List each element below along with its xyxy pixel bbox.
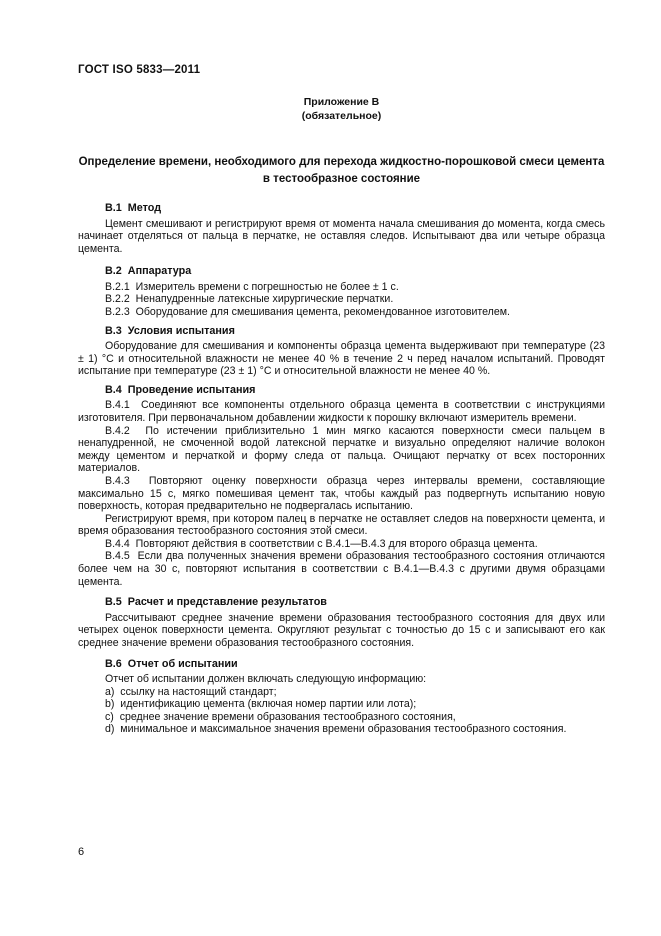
page-number: 6: [78, 846, 85, 858]
section-b5: [78, 596, 605, 649]
report-list-item: a) ссылку на настоящий стандарт;: [105, 685, 277, 698]
section-b3-paragraph: Оборудование для смешивания и компоненты образца цемента выдерживают при температуре (23 ± 1) °С и относительной влажности не менее 40 % в течение 2 ч перед началом испытаний. Проводят испытание при температуре (23 ± 1) °С и относительной влажности не менее 40 %.: [78, 340, 605, 378]
section-b6-heading: В.6 Отчет об испытании: [105, 657, 238, 670]
section-b4-paragraph-4: Регистрируют время, при котором палец в перчатке не оставляет следов на поверхности цемента, и время образования тестообразного состояния этой смеси.: [78, 512, 605, 538]
section-b2: [78, 265, 605, 318]
section-b4: [78, 384, 605, 588]
page-title-line-1: Определение времени, необходимого для перехода жидкостно-порошковой смеси цемента: [78, 156, 605, 168]
section-b4-paragraph-6: В.4.5 Если два полученных значения времени образования тестообразного состояния отличаются более чем на 30 с, повторяют испытания в соответствии с В.4.1—В.4.3 с другими двумя образцами цемента.: [78, 550, 605, 588]
section-b2-heading: В.2 Аппаратура: [105, 265, 192, 278]
section-b2-item: В.2.1 Измеритель времени с погрешностью не более ± 1 с.: [105, 280, 399, 293]
section-b4-heading: В.4 Проведение испытания: [105, 383, 256, 396]
report-list-item: c) среднее значение времени образования тестообразного состояния,: [105, 710, 456, 723]
section-b3: [78, 325, 605, 378]
section-b4-paragraph-2: В.4.2 По истечении приблизительно 1 мин мягко касаются поверхности смеси пальцем в ненапудренной, не смоченной водой латексной перчатке и визуально определяют наличие волокон между цементом и перчаткой и форму следа от пальца. Очищают перчатку от всех посторонних материалов.: [78, 424, 605, 475]
appendix-note: (обязательное): [301, 109, 382, 122]
section-b3-heading: В.3 Условия испытания: [105, 324, 235, 337]
section-b1-heading: В.1 Метод: [105, 202, 162, 214]
section-b5-paragraph: Рассчитывают среднее значение времени образования тестообразного состояния для двух или четырех оценок поверхности цемента. Округляют результат с точностью до 15 с и записывают его как среднее значение времени образования тестообразного состояния.: [78, 611, 605, 649]
page-title-line-2: в тестообразное состояние: [262, 173, 421, 185]
page-title: [78, 154, 605, 188]
section-b4-paragraph-3: В.4.3 Повторяют оценку поверхности образца через интервалы времени, составляющие максимально 15 с, мягко помешивая цемент так, чтобы каждый раз подвергнуть испытанию новую поверхность, которая предварительно не подвергалась испытанию.: [78, 474, 605, 513]
section-b4-paragraph-1: В.4.1 Соединяют все компоненты отдельного образца цемента в соответствии с инструкциями изготовителя. При первоначальном добавлении жидкости к порошку включают измеритель времени.: [78, 399, 605, 424]
section-b1-paragraph: Цемент смешивают и регистрируют время от момента начала смешивания до момента, когда смесь начинает отделяться от пальца в перчатке, не оставляя следов. Испытывают два или четыре образца цемента.: [78, 217, 605, 255]
section-b5-heading: В.5 Расчет и представление результатов: [105, 596, 327, 609]
section-b6-intro: Отчет об испытании должен включать следующую информацию:: [105, 673, 427, 686]
section-b6: [78, 658, 605, 736]
section-b4-paragraph-5: В.4.4 Повторяют действия в соответствии с В.4.1—В.4.3 для второго образца цемента.: [105, 537, 538, 550]
appendix-label: Приложение В: [303, 96, 380, 108]
report-list-item: d) минимальное и максимальное значения времени образования тестообразного состояния.: [105, 723, 567, 736]
report-list-item: b) идентификацию цемента (включая номер партии или лота);: [105, 698, 417, 711]
section-b1: [78, 202, 605, 255]
appendix-block: [78, 96, 605, 123]
document-content: [78, 64, 605, 736]
standard-designation: ГОСТ ISO 5833—2011: [78, 64, 201, 76]
section-b2-item: В.2.3 Оборудование для смешивания цемента, рекомендованное изготовителем.: [105, 305, 510, 318]
section-b2-item: В.2.2 Ненапудренные латексные хирургические перчатки.: [105, 293, 394, 306]
